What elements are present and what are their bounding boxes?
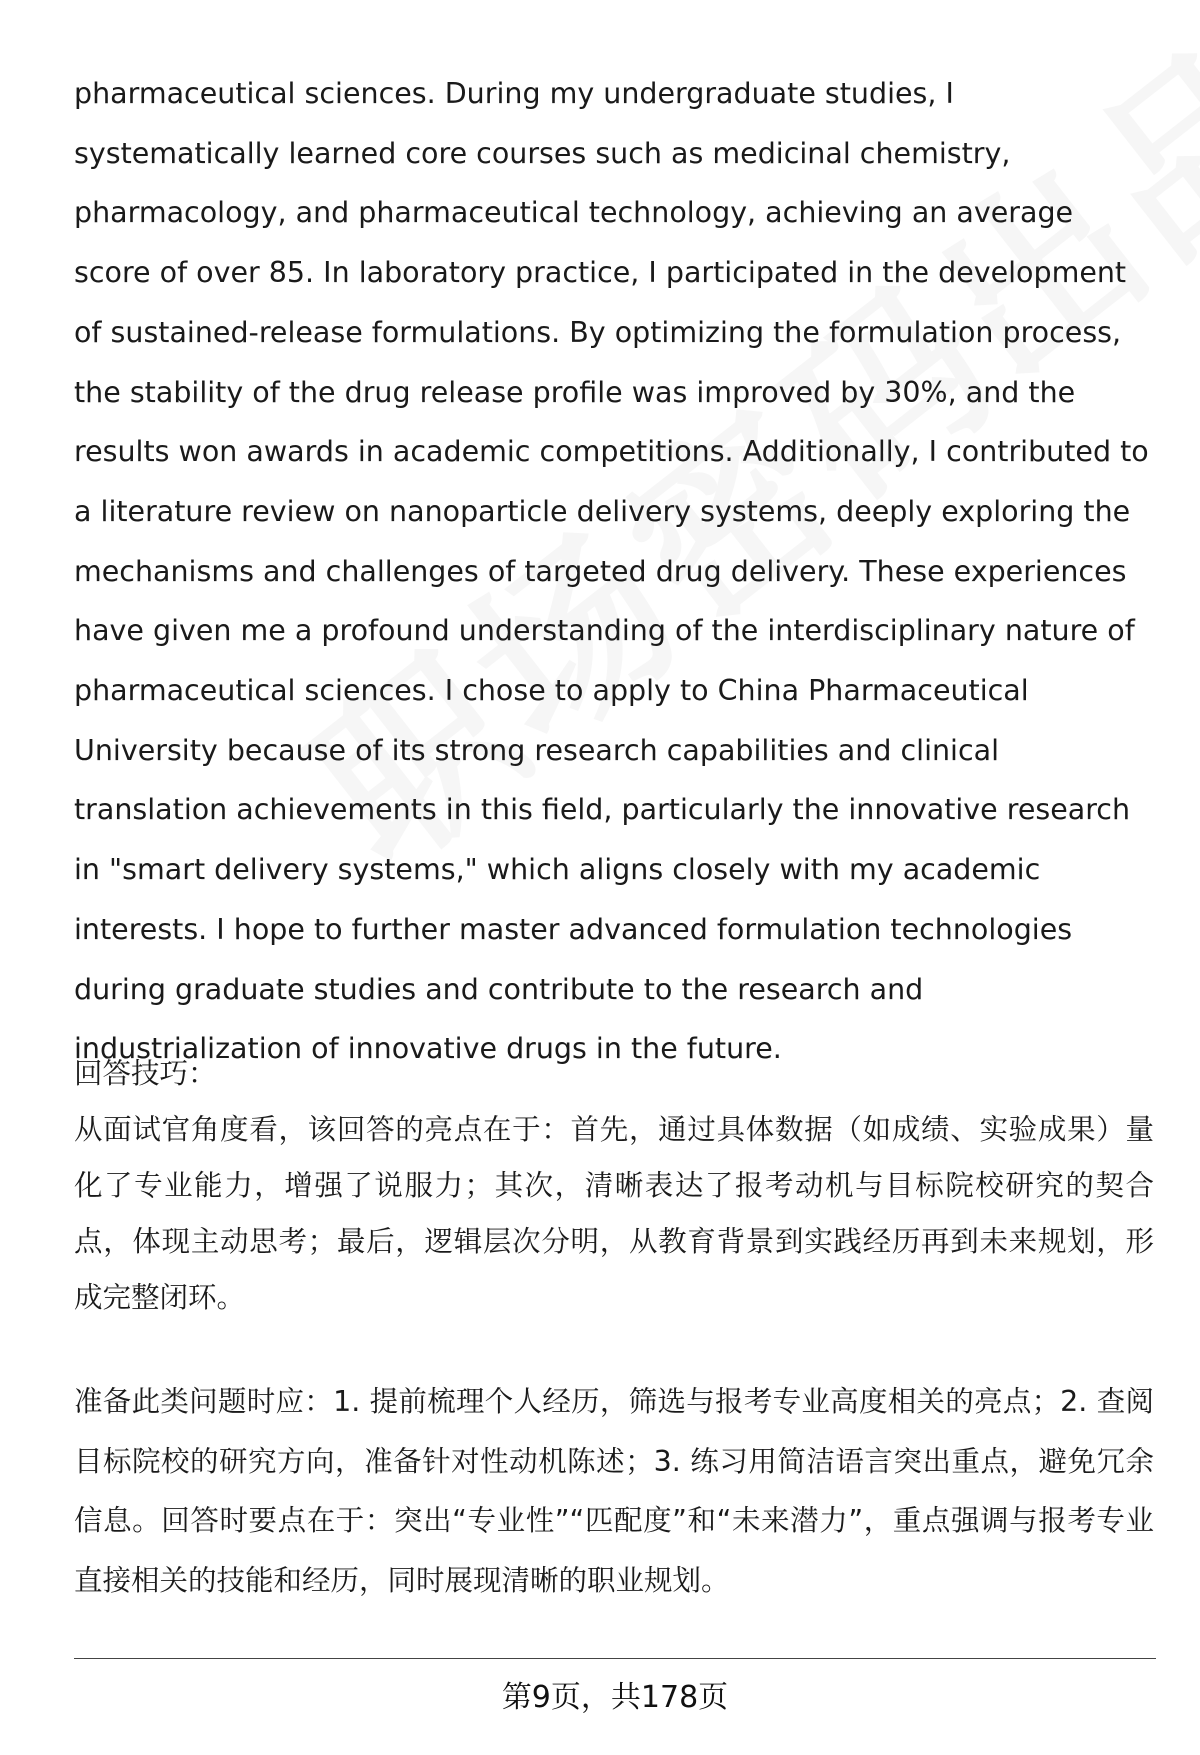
footer-divider bbox=[74, 1658, 1156, 1659]
page-number: 第9页，共178页 bbox=[501, 1680, 729, 1715]
tips-title: 回答技巧： bbox=[74, 1057, 217, 1090]
tips-paragraph: 从面试官角度看，该回答的亮点在于：首先，通过具体数据（如成绩、实验成果）量化了专业能力，增强了说服力；其次，清晰表达了报考动机与目标院校研究的契合点，体现主动思考；最后，逻辑层次分明，从教育背景到实践经历再到未来规划，形成完整闭环。 bbox=[74, 1113, 1154, 1314]
tips-section bbox=[74, 1046, 1154, 1326]
answer-paragraph: pharmaceutical sciences. During my undergraduate studies, I systematically learned core courses such as medicinal chemistry, pharmacology, and pharmaceutical technology, achieving an average score of over 85. In laboratory practice, I participated in the development of sustained-release formulations. By optimizing the formulation process, the stability of the drug release profile was improved by 30%, and the results won awards in academic competitions. Additionally, I contributed to a literature review on nanoparticle delivery systems, deeply exploring the mechanisms and challenges of targeted drug delivery. These experiences have given me a profound understanding of the interdisciplinary nature of pharmaceutical sciences. I chose to apply to China Pharmaceutical University because of its strong research capabilities and clinical translation achievements in this field, particularly the innovative research in "smart delivery systems," which aligns closely with my academic interests. I hope to further master advanced formulation technologies during graduate studies and contribute to the research and industrialization of innovative drugs in the future. bbox=[74, 77, 1149, 1066]
preparation-paragraph: 准备此类问题时应：1. 提前梳理个人经历，筛选与报考专业高度相关的亮点；2. 查阅目标院校的研究方向，准备针对性动机陈述；3. 练习用简洁语言突出重点，避免冗余信息。回答时要点在于：突出“专业性”“匹配度”和“未来潜力”，重点强调与报考专业直接相关的技能和经历，同时展现清晰的职业规划。 bbox=[74, 1385, 1154, 1598]
